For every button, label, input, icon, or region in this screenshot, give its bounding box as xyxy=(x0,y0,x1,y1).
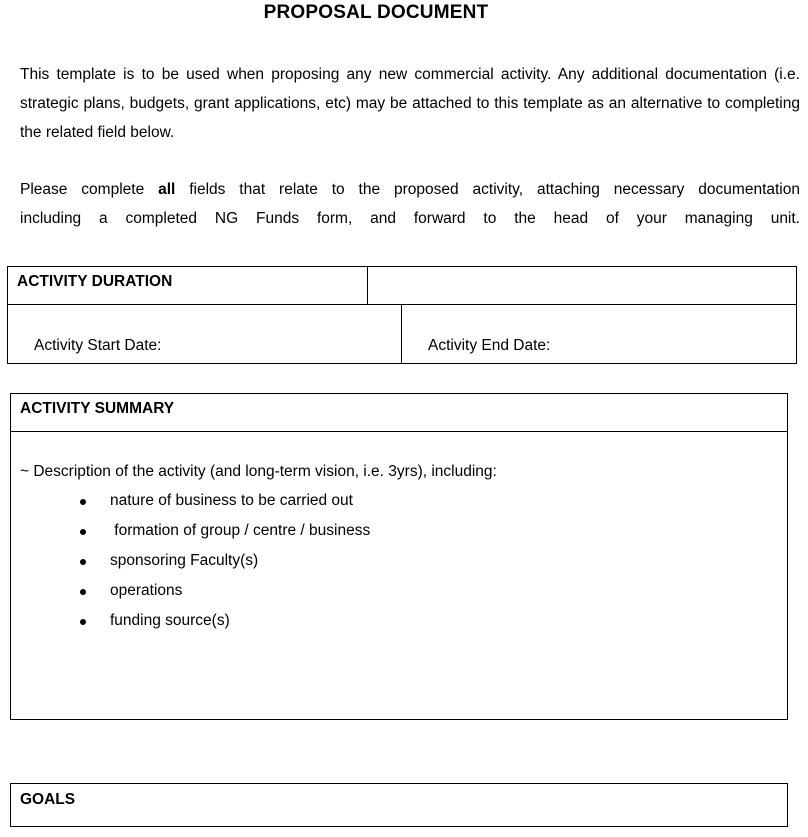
instruction-bold-all: all xyxy=(158,181,176,198)
activity-summary-description: ~ Description of the activity (and long-term vision, i.e. 3yrs), including: xyxy=(20,463,497,480)
activity-summary-header: ACTIVITY SUMMARY xyxy=(20,400,175,417)
bullet-icon xyxy=(80,529,86,535)
bullet-icon xyxy=(80,559,86,565)
list-item: funding source(s) xyxy=(110,612,230,629)
bullet-icon xyxy=(80,589,86,595)
activity-duration-header: ACTIVITY DURATION xyxy=(17,273,173,290)
list-item: nature of business to be carried out xyxy=(110,492,353,509)
page-title: PROPOSAL DOCUMENT xyxy=(263,2,489,23)
bullet-icon xyxy=(80,499,86,505)
goals-header: GOALS xyxy=(20,791,76,808)
list-item: sponsoring Faculty(s) xyxy=(110,552,259,569)
instruction-text-rest: fields that relate to the proposed activity, attaching necessary documentation xyxy=(175,181,800,198)
list-item: operations xyxy=(110,582,183,599)
instruction-line-1 xyxy=(20,181,800,198)
activity-duration-header-divider xyxy=(367,266,368,305)
activity-duration-dates-divider xyxy=(401,305,402,363)
activity-duration-header-value-field[interactable] xyxy=(370,268,794,303)
instruction-line-2: including a completed NG Funds form, and forward to the head of your managing unit. xyxy=(20,210,800,227)
list-item: formation of group / centre / business xyxy=(110,522,371,539)
activity-end-date-field[interactable] xyxy=(575,310,790,360)
instruction-text-start: Please complete xyxy=(20,181,159,198)
goals-border xyxy=(10,783,788,827)
activity-end-date-label: Activity End Date: xyxy=(428,337,551,354)
instruction-paragraph xyxy=(20,175,800,233)
bullet-icon xyxy=(80,619,86,625)
intro-paragraph: This template is to be used when proposing any new commercial activity. Any additional documentation (i.e. strategic plans, budgets, grant applications, etc) may be attached to this template as an alternative to completing the related field below. xyxy=(20,66,800,141)
activity-duration-row-divider xyxy=(7,304,797,305)
activity-start-date-field[interactable] xyxy=(190,310,395,360)
activity-start-date-label: Activity Start Date: xyxy=(34,337,162,354)
activity-summary-row-divider xyxy=(10,431,788,432)
